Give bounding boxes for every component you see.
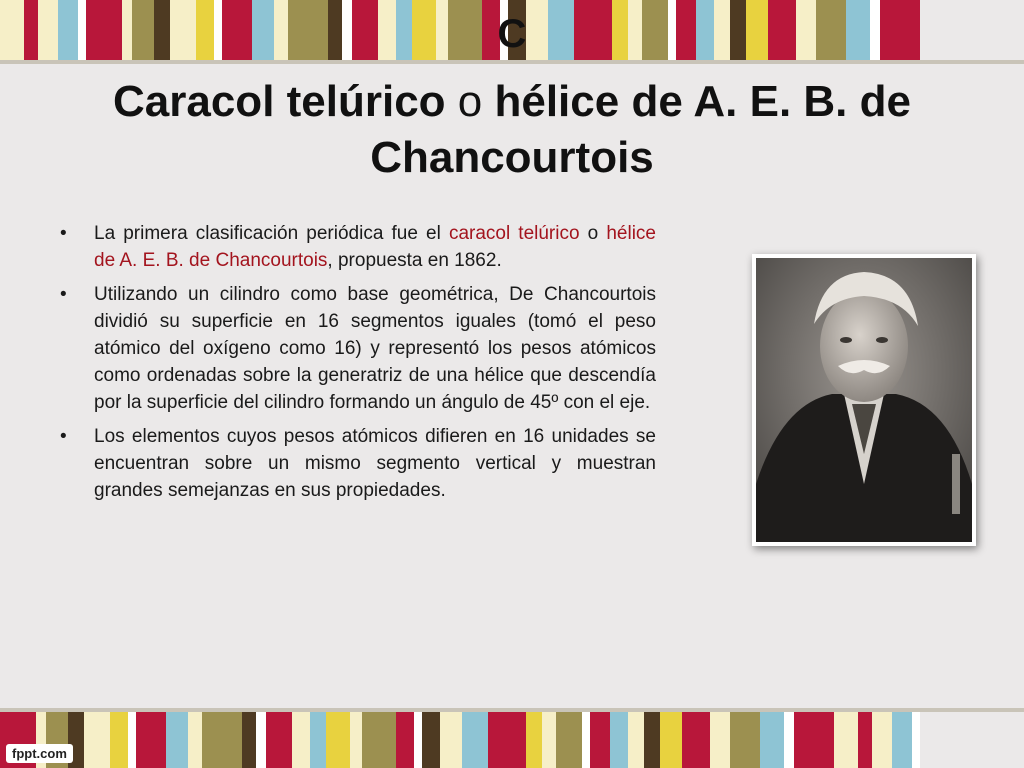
stripe [166,712,188,768]
stripe [326,712,350,768]
bullet-text: o [579,223,607,244]
top-band-edge [0,60,1024,64]
title-part-2: hélice de A. E. B. de Chancourtois [370,77,911,182]
stripe [414,712,422,768]
stripe [872,712,892,768]
highlight-term: hélice de A. E. B. de Chancourtois [94,223,656,271]
stripe [628,712,644,768]
stripe [784,712,794,768]
portrait-photo [752,254,976,546]
stripe [912,712,920,768]
stripe [542,712,556,768]
stripe [422,712,440,768]
brand-watermark: fppt.com [6,744,73,763]
stripe [440,712,462,768]
highlight-term: caracol telúrico [448,223,580,244]
stripe [292,712,310,768]
bullet-text: Los elementos cuyos pesos atómicos difieren en 16 unidades se encuentran sobre un mismo segmento vertical y muestran grandes semejanzas en sus propiedades. [94,426,656,501]
title-part-1: Caracol telúrico [113,77,446,126]
stripe [362,712,396,768]
bullet-text: Utilizando un cilindro como base geométrica, De Chancourtois dividió su superficie en 16 segmentos iguales (tomó el peso atómico del oxígeno como 16) y representó los pesos atómicos como ordenadas sobre la generatriz de una hélice que descendía por la superficie del cilindro formando un ángulo de 45º con el eje. [94,284,656,413]
title-conjunction: o [445,77,495,126]
stripe [256,712,266,768]
stripe [128,712,136,768]
stripe [590,712,610,768]
stripe [710,712,730,768]
stripe [396,712,414,768]
bullet-item [58,281,656,416]
stripe [644,712,660,768]
stripe [526,712,542,768]
stripe [84,712,110,768]
portrait-illustration [752,254,976,546]
stripe [350,712,362,768]
bullet-point-icon: • [60,426,67,447]
bottom-stripe-band [0,712,1024,768]
stripe [556,712,582,768]
stripe [188,712,202,768]
stripe [760,712,784,768]
bottom-band-edge [0,708,1024,712]
title-letter: C [497,12,527,56]
stripe [266,712,292,768]
bullet-list [58,220,656,511]
stripe [136,712,166,768]
stripe [682,712,710,768]
stripe [892,712,912,768]
bullet-text: , propuesta en 1862. [327,250,502,271]
stripe [834,712,858,768]
stripe [582,712,590,768]
stripe [242,712,256,768]
stripe [202,712,242,768]
bullet-item [58,423,656,504]
bullet-point-icon: • [60,284,67,305]
stripe [730,712,760,768]
stripe [794,712,834,768]
stripe [110,712,128,768]
stripe [462,712,488,768]
stripe [310,712,326,768]
stripe [858,712,872,768]
bullet-text: La primera clasificación periódica fue el [94,223,449,244]
slide-title [60,74,964,186]
stripe [610,712,628,768]
stripe [488,712,526,768]
stripe [660,712,682,768]
bullet-point-icon: • [60,223,67,244]
bullet-item [58,220,656,274]
